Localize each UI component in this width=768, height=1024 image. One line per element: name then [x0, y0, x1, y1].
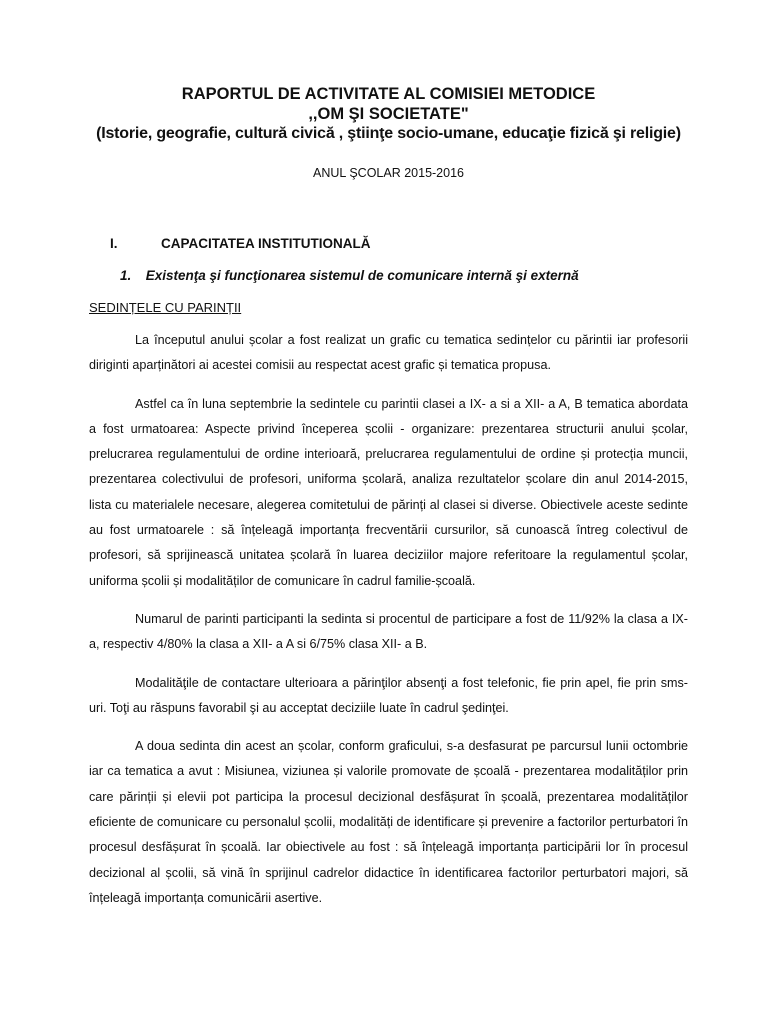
subsection-heading [120, 268, 688, 283]
paragraph: Numarul de parinti participanti la sedinta si procentul de participare a fost de 11/92% la clasa a IX- a, respectiv 4/80% la clasa a XII- a A si 6/75% clasa XII- a B. [89, 611, 688, 652]
section-number: I. [110, 236, 118, 251]
subsection-title: Existenţa şi funcţionarea sistemul de comunicare internă şi externă [145, 268, 579, 283]
commission-subjects: (Istorie, geografie, cultură civică , ştiinţe socio-umane, educaţie fizică şi religie) [96, 125, 681, 142]
commission-name: ,,OM ŞI SOCIETATE" [308, 105, 469, 123]
paragraph: Modalităţile de contactare ulterioara a părinţilor absenţi a fost telefonic, fie prin apel, fie prin sms-uri. Toţi au răspuns favorabil şi au acceptat deciziile luate în cadrul şedinţei. [89, 675, 688, 715]
report-title: RAPORTUL DE ACTIVITATE AL COMISIEI METODICE [181, 85, 596, 103]
topic-heading: SEDINȚELE CU PARINȚII [89, 300, 242, 315]
paragraph: A doua sedinta din acest an școlar, conform graficului, s-a desfasurat pe parcursul lunii octombrie iar ca tematica a avut : Misiunea, viziunea și valorile promovate de școală - prezentarea modalităților prin care părinții și elevii pot participa la procesul decizional desfășurat în școală, prezentarea modalităților eficiente de comunicare cu personalul școlii, modalități de identificare și prevenire a factorilor perturbatori în procesul desfășurat în școală. Iar obiectivele au fost : să înțeleagă importanța participării lor în procesul decizional al școlii, să vină în sprijinul cadrelor didactice în identificarea factorilor perturbatori majori, să înțeleagă importanța comunicării asertive. [89, 739, 688, 905]
section-heading [110, 236, 688, 251]
section-title: CAPACITATEA INSTITUTIONALĂ [161, 236, 371, 251]
paragraph: Astfel ca în luna septembrie la sedintele cu parintii clasei a IX- a si a XII- a A, B tematica abordata a fost urmatoarea: Aspecte privind începerea școlii - organizare: prezentarea structurii anului școlar, prelucrarea regulamentului de ordine interioară, prelucrarea regulamentului de ordine și protecția muncii, prezentarea colectivului de profesori, uniforma școlară, analiza rezultatelor școlare din anul 2014-2015, lista cu materialele necesare, alegerea comitetului de părinți al clasei si diverse. Obiectivele aceste sedinte au fost urmatoarele : să înțeleagă importanța frecventării cursurilor, să cunoască întreg colectivul de profesori, să sprijinească unitatea școlară în luarea deciziilor majore referitoare la regulamentul școlar, uniforma școlii și modalităților de comunicare în cadrul familie-școală. [89, 396, 688, 588]
paragraph: La începutul anului școlar a fost realizat un grafic cu tematica sedințelor cu părintii iar profesorii diriginti aparținători ai acestei comisii au respectat acest grafic și tematica propusa. [89, 333, 688, 373]
school-year: ANUL ŞCOLAR 2015-2016 [312, 166, 464, 180]
subsection-number: 1. [120, 268, 132, 283]
